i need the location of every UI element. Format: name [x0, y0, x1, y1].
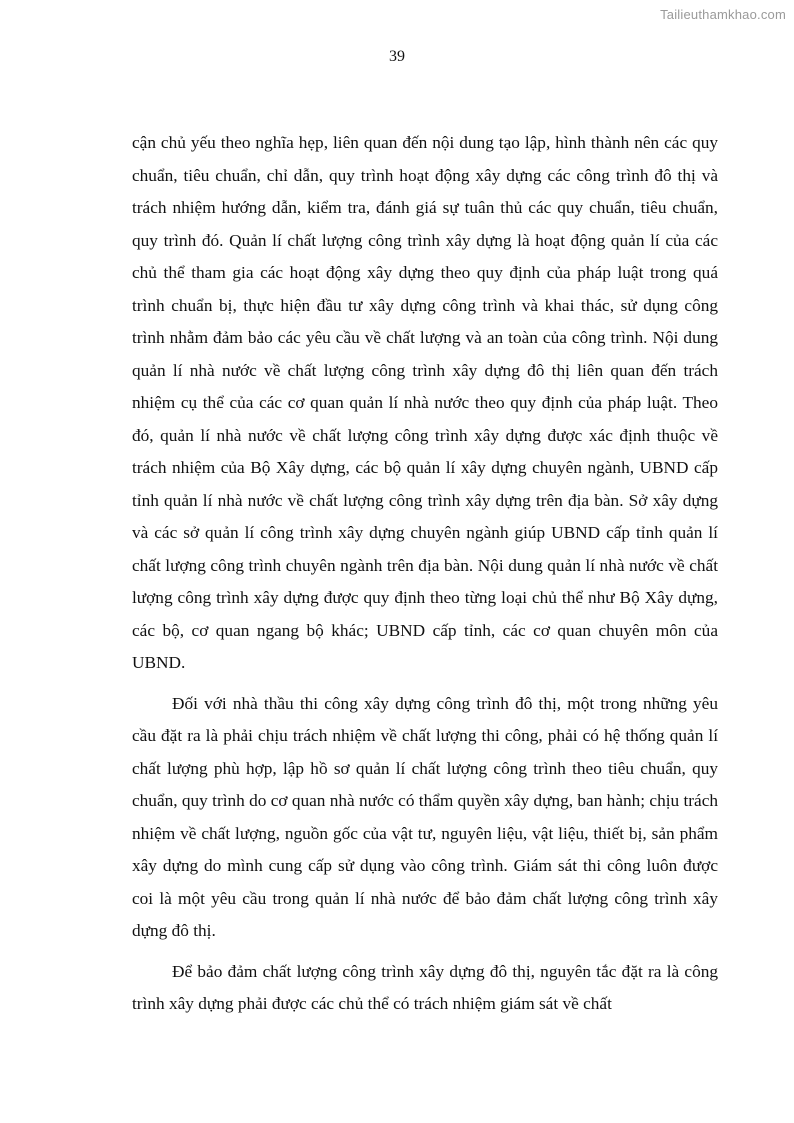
page-number: 39: [389, 48, 405, 65]
paragraph-2: Đối với nhà thầu thi công xây dựng công trình đô thị, một trong những yêu cầu đặt ra là phải chịu trách nhiệm về chất lượng thi công, phải có hệ thống quản lí chất lượng phù hợp, lập hồ sơ quản lí chất lượng công trình theo tiêu chuẩn, quy chuẩn, quy trình do cơ quan nhà nước có thẩm quyền xây dựng, ban hành; chịu trách nhiệm về chất lượng, nguồn gốc của vật tư, nguyên liệu, vật liệu, thiết bị, sản phẩm xây dựng do mình cung cấp sử dụng vào công trình. Giám sát thi công luôn được coi là một yêu cầu trong quản lí nhà nước để bảo đảm chất lượng công trình xây dựng đô thị.: [132, 693, 719, 940]
paragraph-1: cận chủ yếu theo nghĩa hẹp, liên quan đến nội dung tạo lập, hình thành nên các quy chuẩn, tiêu chuẩn, chỉ dẫn, quy trình hoạt động xây dựng các công trình đô thị và trách nhiệm hướng dẫn, kiểm tra, đánh giá sự tuân thủ các quy chuẩn, tiêu chuẩn, quy trình đó. Quản lí chất lượng công trình xây dựng là hoạt động quản lí của các chủ thể tham gia các hoạt động xây dựng theo quy định của pháp luật trong quá trình chuẩn bị, thực hiện đầu tư xây dựng công trình và khai thác, sử dụng công trình nhằm đảm bảo các yêu cầu về chất lượng và an toàn của công trình. Nội dung quản lí nhà nước về chất lượng công trình xây dựng đô thị liên quan đến trách nhiệm cụ thể của các cơ quan quản lí nhà nước theo quy định của pháp luật. Theo đó, quản lí nhà nước về chất lượng công trình xây dựng được xác định thuộc về trách nhiệm của Bộ Xây dựng, các bộ quản lí xây dựng chuyên ngành, UBND cấp tỉnh quản lí nhà nước về chất lượng công trình xây dựng trên địa bàn. Sở xây dựng và các sở quản lí công trình xây dựng chuyên ngành giúp UBND cấp tỉnh quản lí chất lượng công trình chuyên ngành trên địa bàn. Nội dung quản lí nhà nước về chất lượng công trình xây dựng được quy định theo từng loại chủ thể như Bộ Xây dựng, các bộ, cơ quan ngang bộ khác; UBND cấp tỉnh, các cơ quan chuyên môn của UBND.: [132, 133, 718, 672]
watermark: Tailieuthamkhao.com: [660, 7, 786, 22]
document-body: [132, 127, 718, 1029]
paragraph-3: Để bảo đảm chất lượng công trình xây dựng đô thị, nguyên tắc đặt ra là công trình xây dựng phải được các chủ thể có trách nhiệm giám sát về chất: [132, 961, 718, 1013]
